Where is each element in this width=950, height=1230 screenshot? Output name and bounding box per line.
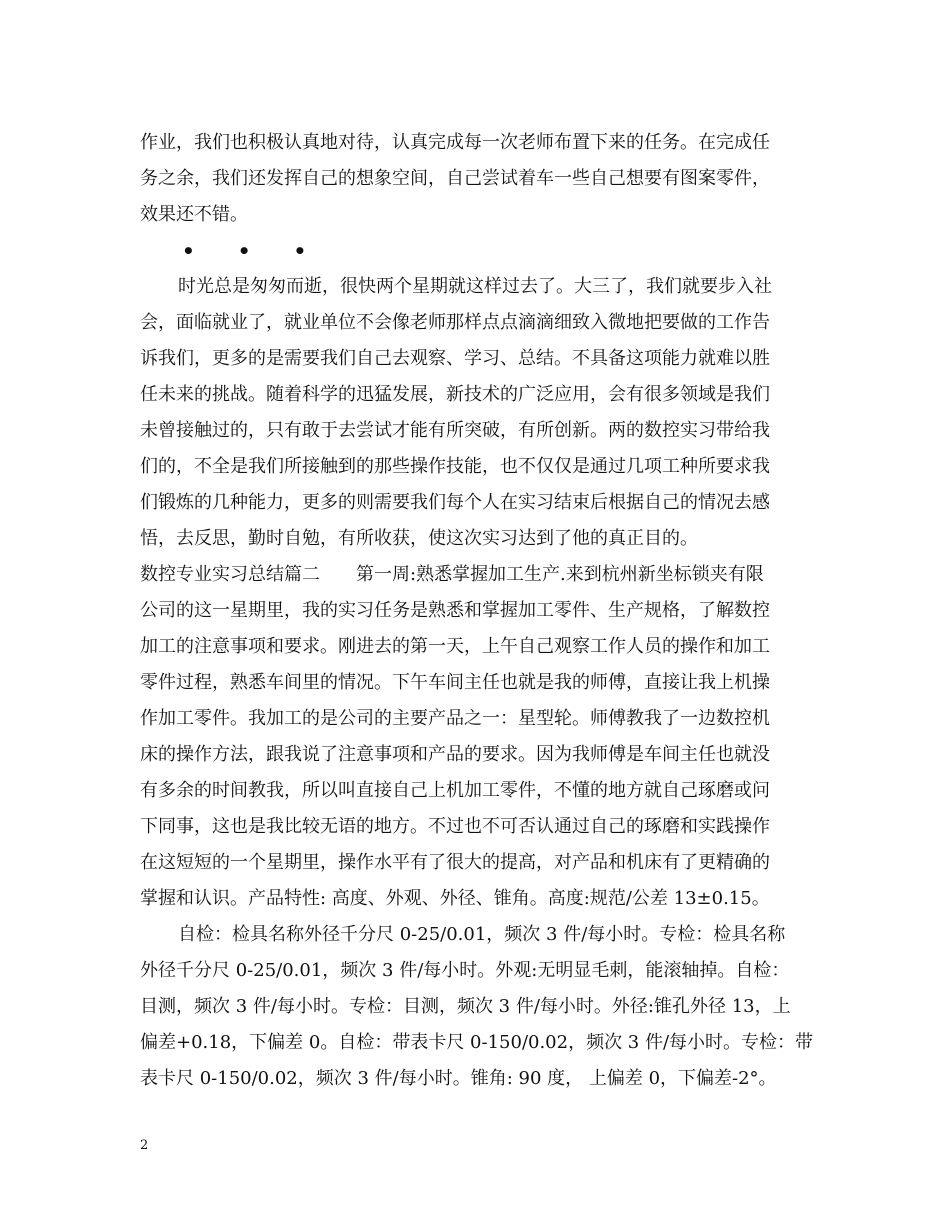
text-line: 未曾接触过的，只有敢于去尝试才能有所突破，有所创新。两的数控实习带给我	[140, 420, 770, 441]
text-line: 在这短短的一个星期里，操作水平有了很大的提高，对产品和机床有了更精确的	[140, 852, 770, 873]
text-line: 表卡尺 0-150/0.02，频次 3 件/每小时。锥角: 90 度， 上偏差 0，下偏差-2°。	[140, 1068, 777, 1089]
text-line: 作加工零件。我加工的是公司的主要产品之一：星型轮。师傅教我了一边数控机	[140, 708, 770, 729]
text-line: 目测，频次 3 件/每小时。专检：目测，频次 3 件/每小时。外径:锥孔外径 13，上	[140, 996, 791, 1017]
text-line: 床的操作方法，跟我说了注意事项和产品的要求。因为我师傅是车间主任也就没	[140, 744, 770, 765]
text-line: 效果还不错。	[140, 204, 248, 225]
text-line: 悟，去反思，勤时自勉，有所收获，使这次实习达到了他的真正目的。	[140, 528, 698, 549]
text-line: 任未来的挑战。随着科学的迅猛发展，新技术的广泛应用，会有很多领域是我们	[140, 384, 770, 405]
text-line: 会，面临就业了，就业单位不会像老师那样点点滴滴细致入微地把要做的工作告	[140, 312, 770, 333]
section-heading-line: 数控专业实习总结篇二 第一周:熟悉掌握加工生产.来到杭州新坐标锁夹有限	[140, 564, 764, 585]
text-line: 作业，我们也积极认真地对待，认真完成每一次老师布置下来的任务。在完成任	[140, 132, 770, 153]
text-line: 们锻炼的几种能力，更多的则需要我们每个人在实习结束后根据自己的情况去感	[140, 492, 770, 513]
text-line: 公司的这一星期里，我的实习任务是熟悉和掌握加工零件、生产规格，了解数控	[140, 600, 770, 621]
text-line: 诉我们，更多的是需要我们自己去观察、学习、总结。不具备这项能力就难以胜	[140, 348, 770, 369]
page-number: 2	[140, 1138, 149, 1153]
text-line: 零件过程，熟悉车间里的情况。下午车间主任也就是我的师傅，直接让我上机操	[140, 672, 770, 693]
text-line: 有多余的时间教我，所以叫直接自己上机加工零件，不懂的地方就自己琢磨或问	[140, 780, 770, 801]
text-line: 加工的注意事项和要求。刚进去的第一天，上午自己观察工作人员的操作和加工	[140, 636, 770, 657]
text-line: 下同事，这也是我比较无语的地方。不过也不可否认通过自己的琢磨和实践操作	[140, 816, 770, 837]
document-body	[140, 125, 815, 1097]
text-line: 外径千分尺 0-25/0.01，频次 3 件/每小时。外观:无明显毛刺，能滚轴掉。自检：	[140, 960, 790, 981]
paragraph-start-line: 时光总是匆匆而逝，很快两个星期就这样过去了。大三了，我们就要步入社	[178, 276, 772, 297]
text-line: 务之余，我们还发挥自己的想象空间，自己尝试着车一些自己想要有图案零件，	[140, 168, 770, 189]
paragraph-start-line: 自检：检具名称外径千分尺 0-25/0.01，频次 3 件/每小时。专检：检具名称	[178, 924, 786, 945]
text-line: 偏差+0.18，下偏差 0。自检：带表卡尺 0-150/0.02，频次 3 件/每小时。专检：带	[140, 1032, 814, 1053]
text-line: 们的，不全是我们所接触到的那些操作技能，也不仅仅是通过几项工种所要求我	[140, 456, 770, 477]
ellipsis-dots: • • •	[182, 239, 325, 263]
text-line: 掌握和认识。产品特性: 高度、外观、外径、锥角。高度:规范/公差 13±0.15。	[140, 888, 770, 909]
